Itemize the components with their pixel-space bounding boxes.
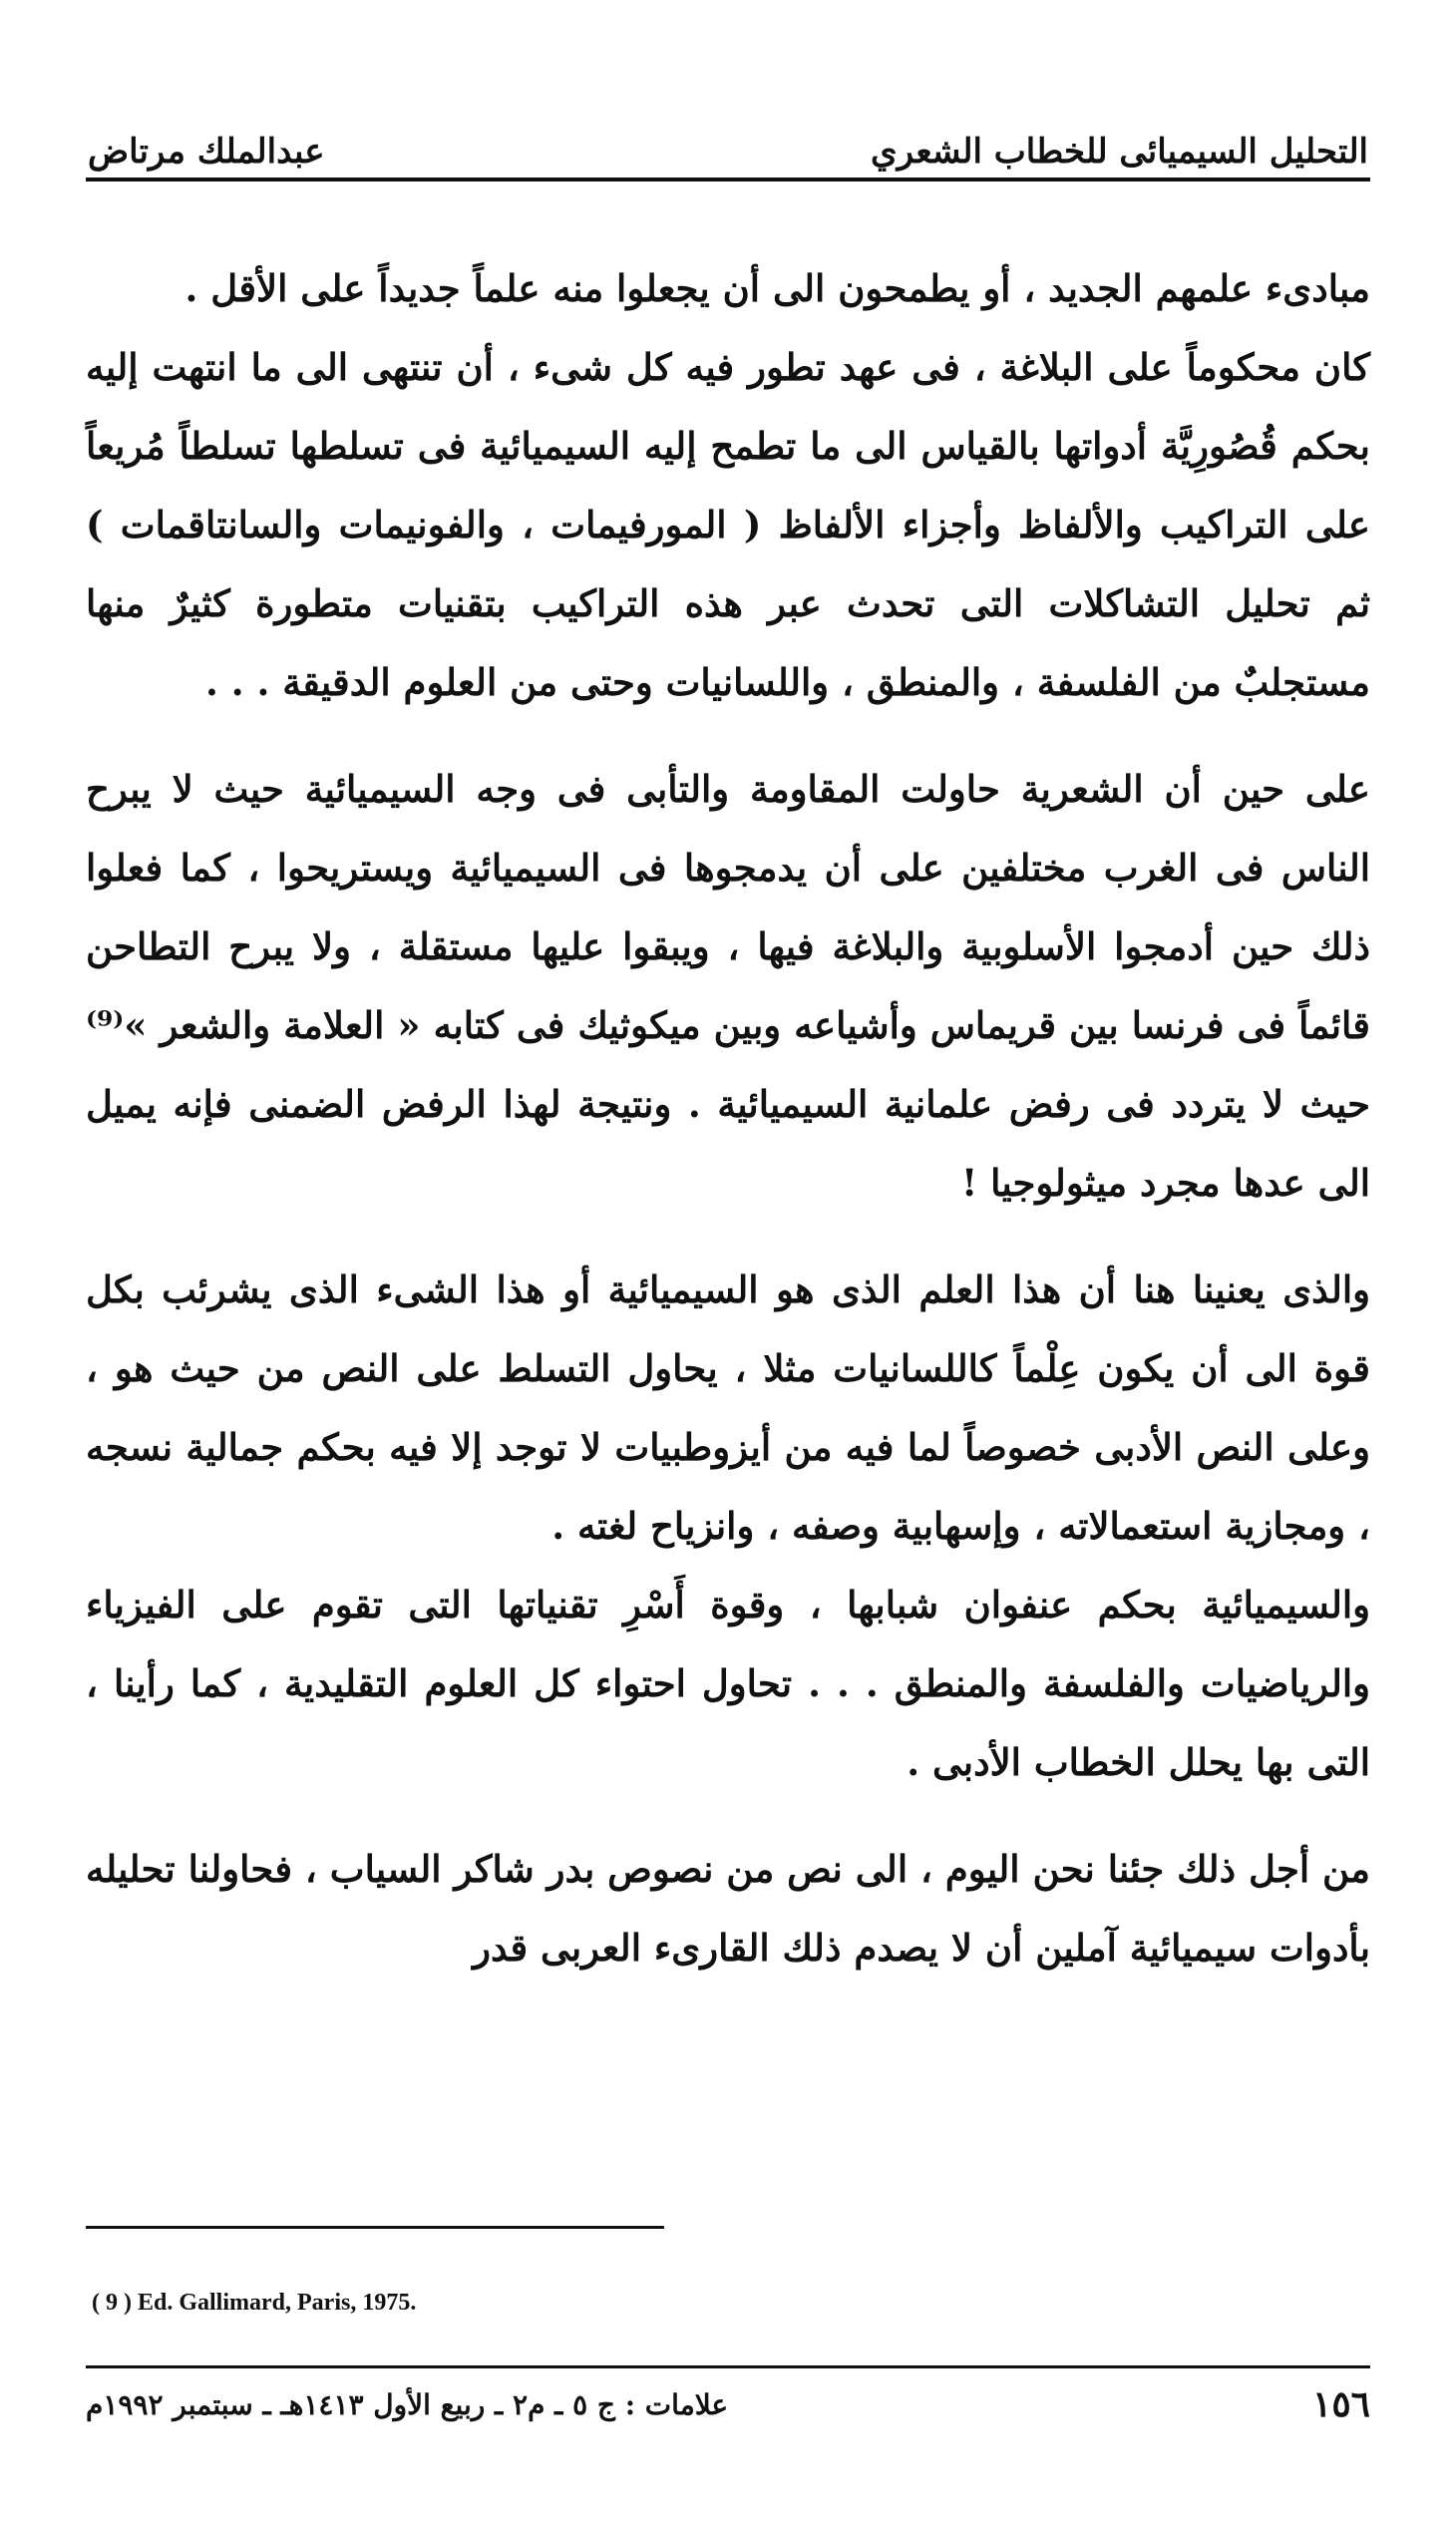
running-footer (86, 2379, 1370, 2429)
running-header (88, 108, 1368, 172)
paragraph-6: من أجل ذلك جئنا نحن اليوم ، الى نص من نصوص بدر شاكر السياب ، فحاولنا تحليله بأدوات سيميائية آملين أن لا يصدم ذلك القارىء العربى قدر (86, 1847, 1370, 1970)
paragraph-2: كان محكوماً على البلاغة ، فى عهد تطور فيه كل شىء ، أن تنتهى الى ما انتهت إليه بحكم قُصُورِيَّة أدواتها بالقياس الى ما تطمح إليه السيميائية فى تسلطها تسلطاً مُريعاً على التراكيب والألفاظ وأجزاء الألفاظ ( المورفيمات ، والفونيمات والسانتاقمات ) ثم تحليل التشاكلات التى تحدث عبر هذه التراكيب بتقنيات متطورة كثيرٌ منها مستجلبٌ من الفلسفة ، والمنطق ، واللسانيات وحتى من العلوم الدقيقة . . . (86, 345, 1370, 704)
footer-journal-info: علامات : ج ٥ ـ م٢ ـ ربيع الأول ١٤١٣هـ ـ سبتمبر ١٩٩٢م (86, 2387, 729, 2421)
header-divider (86, 178, 1370, 181)
footnote-9: ( 9 ) Ed. Gallimard, Paris, 1975. (92, 2290, 417, 2316)
footnote-divider (86, 2226, 664, 2229)
header-author: عبدالملك مرتاض (88, 132, 325, 172)
main-text (86, 249, 1370, 1987)
paragraph-3: على حين أن الشعرية حاولت المقاومة والتأبى فى وجه السيميائية حيث لا يبرح الناس فى الغرب مختلفين على أن يدمجوها فى السيميائية ويستريحوا ، كما فعلوا ذلك حين أدمجوا الأسلوبية والبلاغة فيها ، ويبقوا عليها مستقلة ، ولا يبرح التطاحن قائماً فى فرنسا بين قريماس وأشياعه وبين ميكوثيك فى كتابه « العلامة والشعر »⁽⁹⁾ حيث لا يتردد فى رفض علمانية السيميائية . ونتيجة لهذا الرفض الضمنى فإنه يميل الى عدها مجرد ميثولوجيا ! (86, 767, 1370, 1205)
paragraph-4: والذى يعنينا هنا أن هذا العلم الذى هو السيميائية أو هذا الشىء الذى يشرئب بكل قوة الى أن يكون عِلْماً كاللسانيات مثلا ، يحاول التسلط على النص من حيث هو ، وعلى النص الأدبى خصوصاً لما فيه من أيزوطبيات لا توجد إلا فيه بحكم جمالية نسجه ، ومجازية استعمالاته ، وإسهابية وصفه ، وانزياح لغته . (86, 1267, 1370, 1548)
page-number: ١٥٦ (1311, 2383, 1370, 2425)
header-book-title: التحليل السيميائى للخطاب الشعري (871, 132, 1368, 172)
paragraph-5: والسيميائية بحكم عنفوان شبابها ، وقوة أَسْرِ تقنياتها التى تقوم على الفيزياء والرياضيات والفلسفة والمنطق . . . تحاول احتواء كل العلوم التقليدية ، كما رأينا ، التى بها يحلل الخطاب الأدبى . (86, 1583, 1370, 1784)
footer-divider (86, 2365, 1370, 2368)
paragraph-1: مبادىء علمهم الجديد ، أو يطمحون الى أن يجعلوا منه علماً جديداً على الأقل . (184, 266, 1370, 310)
